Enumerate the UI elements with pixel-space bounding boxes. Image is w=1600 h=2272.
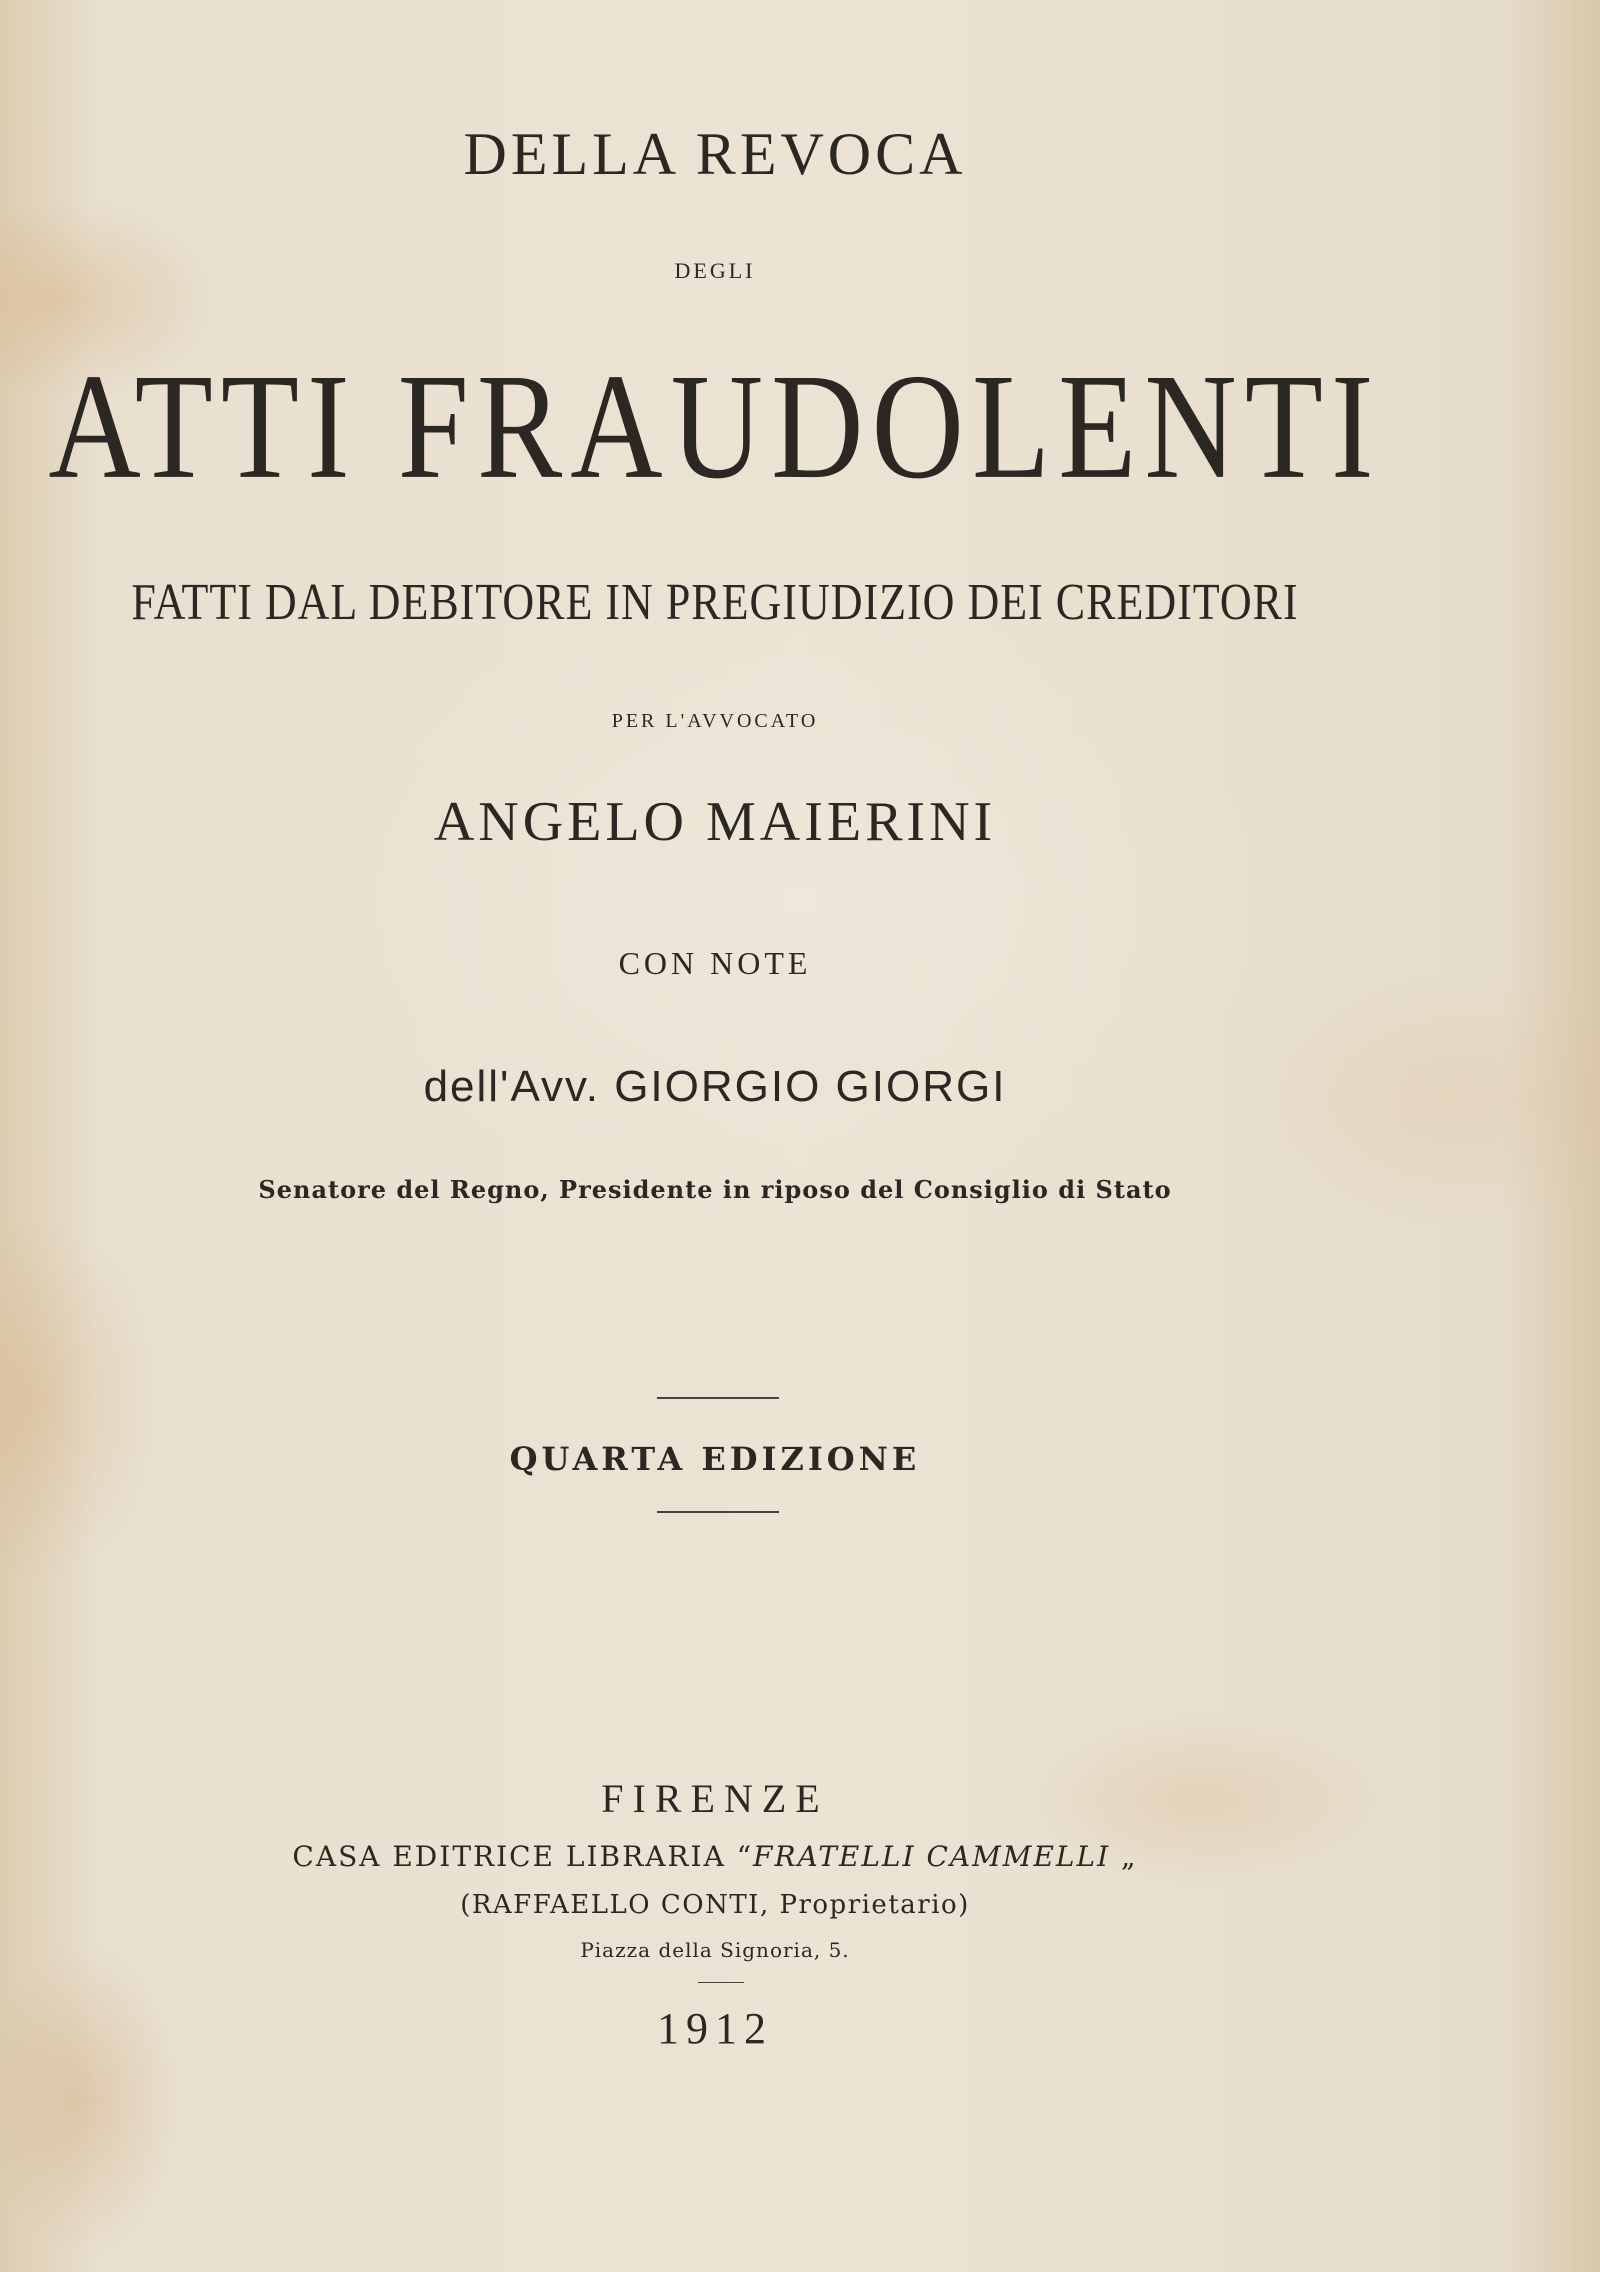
annotator-name: dell'Avv. GIORGIO GIORGI	[423, 1062, 1007, 1111]
divider-small	[698, 1982, 744, 1983]
publisher-name: FRATELLI CAMMELLI	[753, 1840, 1111, 1873]
imprint-proprietor: (RAFFAELLO CONTI, Proprietario)	[460, 1890, 970, 1920]
author-name: ANGELO MAIERINI	[433, 791, 997, 853]
imprint-year: 1912	[657, 2004, 773, 2053]
imprint-city: FIRENZE	[601, 1776, 829, 1821]
edition: QUARTA EDIZIONE	[509, 1440, 921, 1478]
main-title: ATTI FRAUDOLENTI	[48, 342, 1382, 510]
publisher-suffix: „	[1110, 1840, 1138, 1873]
divider-bottom	[657, 1511, 779, 1513]
divider-top	[657, 1397, 779, 1399]
subtitle: FATTI DAL DEBITORE IN PREGIUDIZIO DEI CREDITORI	[131, 573, 1299, 631]
title-line-della-revoca: DELLA REVOCA	[463, 121, 967, 187]
author-intro: PER L'AVVOCATO	[611, 710, 819, 732]
title-line-degli: DEGLI	[674, 258, 756, 283]
imprint-publisher	[0, 1840, 1430, 1873]
publisher-prefix: CASA EDITRICE LIBRARIA “	[292, 1840, 754, 1873]
annotator-title: Senatore del Regno, Presidente in riposo del Consiglio di Stato	[258, 1175, 1172, 1204]
imprint-address: Piazza della Signoria, 5.	[580, 1938, 850, 1962]
notes-intro: CON NOTE	[618, 945, 812, 981]
